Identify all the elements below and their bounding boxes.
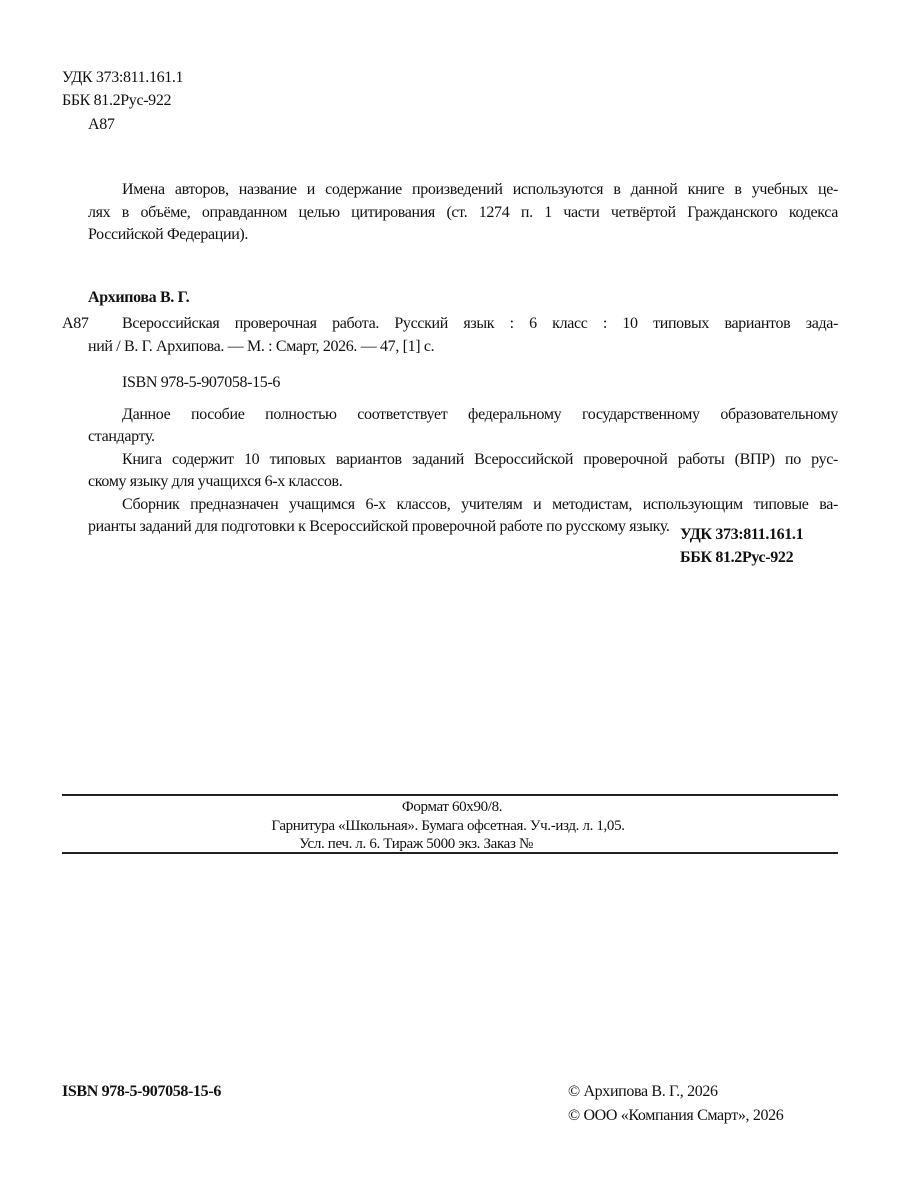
classification-udk: УДК 373:811.161.1 [680, 526, 804, 543]
footer-isbn: ISBN 978-5-907058-15-6 [62, 1083, 221, 1100]
bibliographic-line: ний / В. Г. Архипова. — М. : Смарт, 2026. — 47, [1] с. [88, 338, 435, 355]
footer-copyright: © ООО «Компания Смарт», 2026 [568, 1107, 784, 1124]
annotation-line: Данное пособие полностью соответствует федеральному государственному образовательному [122, 406, 838, 423]
footer-copyright: © Архипова В. Г., 2026 [568, 1083, 718, 1100]
annotation-line: стандарту. [88, 428, 155, 445]
copyright-notice-line: лях в объёме, оправданном целью цитирования (ст. 1274 п. 1 части четвёртой Гражданского кодекса [88, 204, 838, 221]
bibliographic-isbn: ISBN 978-5-907058-15-6 [122, 374, 281, 391]
bibliographic-mark: А87 [62, 315, 89, 332]
bibliographic-author: Архипова В. Г. [88, 289, 190, 306]
imprint-line: Гарнитура «Школьная». Бумага офсетная. Уч.-изд. л. 1,05. [271, 818, 625, 834]
imprint-bottom-rule [62, 852, 838, 854]
imprint-line: Формат 60х90/8. [401, 799, 503, 815]
copyright-notice-line: Имена авторов, название и содержание произведений используются в данной книге в учебных це- [122, 181, 838, 198]
bibliographic-line: Всероссийская проверочная работа. Русский язык : 6 класс : 10 типовых вариантов зада- [122, 315, 838, 332]
imprint-top-rule [62, 794, 838, 796]
header-bbk: ББК 81.2Рус-922 [62, 92, 172, 109]
imprint-line: Усл. печ. л. 6. Тираж 5000 экз. Заказ № [299, 836, 533, 852]
copyright-notice-line: Российской Федерации). [88, 226, 249, 243]
annotation-line: Книга содержит 10 типовых вариантов заданий Всероссийской проверочной работы (ВПР) по рус- [122, 451, 838, 468]
classification-bbk: ББК 81.2Рус-922 [680, 549, 794, 566]
annotation-line: Сборник предназначен учащимся 6-х классов, учителям и методистам, использующим типовые ва- [122, 496, 838, 513]
header-udk: УДК 373:811.161.1 [62, 69, 184, 86]
annotation-line: рианты заданий для подготовки к Всероссийской проверочной работе по русскому языку. [88, 518, 670, 535]
header-author-mark: А87 [88, 116, 115, 133]
annotation-line: скому языку для учащихся 6-х классов. [88, 473, 343, 490]
